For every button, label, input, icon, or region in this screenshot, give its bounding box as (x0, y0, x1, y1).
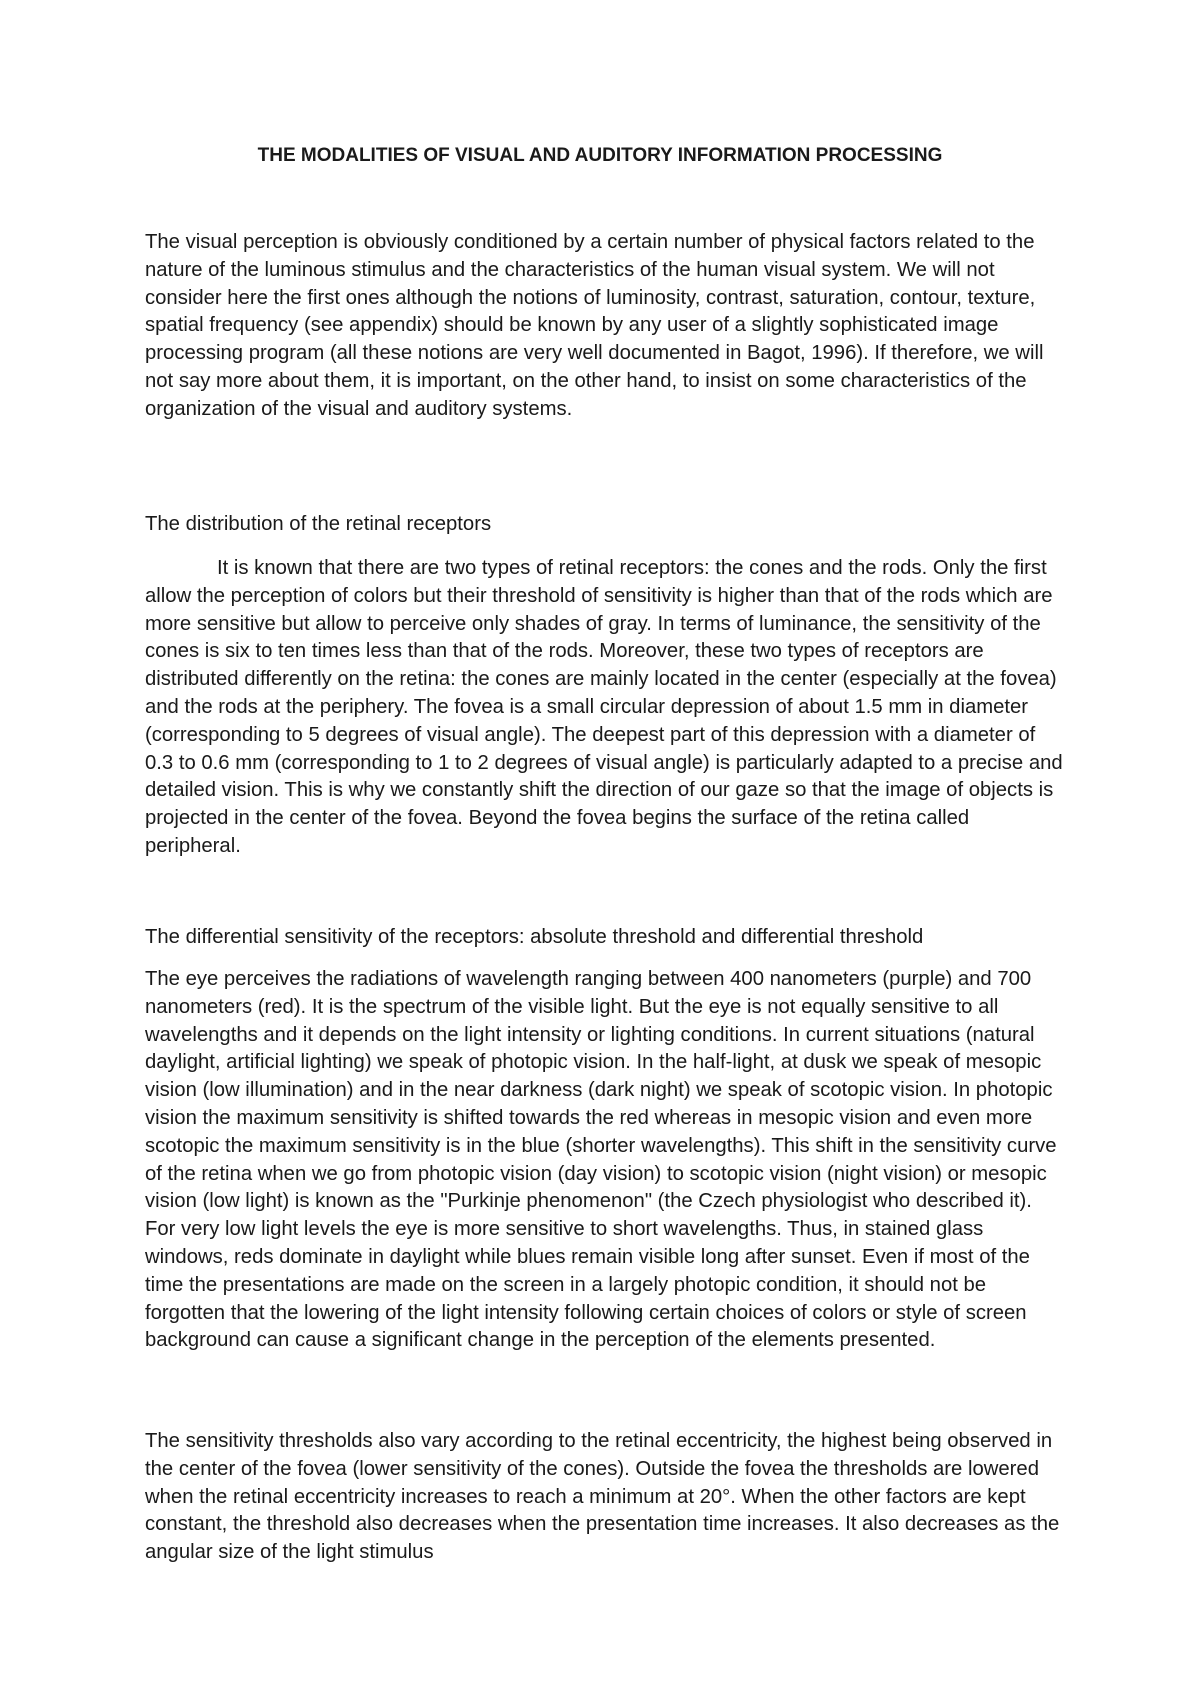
intro-paragraph: The visual perception is obviously conditioned by a certain number of physical factors related to the nature of the luminous stimulus and the characteristics of the human visual system. We will not consider here the first ones although the notions of luminosity, contrast, saturation, contour, texture, spatial frequency (see appendix) should be known by any user of a slightly sophisticated image processing program (all these notions are very well documented in Bagot, 1996). If therefore, we will not say more about them, it is important, on the other hand, to insist on some characteristics of the organization of the visual and auditory systems. (145, 231, 1044, 420)
document-title: THE MODALITIES OF VISUAL AND AUDITORY INFORMATION PROCESSING (257, 145, 943, 166)
thresholds-paragraph: The sensitivity thresholds also vary according to the retinal eccentricity, the highest being observed in the center of the fovea (lower sensitivity of the cones). Outside the fovea the thresholds are lowered when the retinal eccentricity increases to reach a minimum at 20°. When the other factors are kept constant, the threshold also decreases when the presentation time increases. It also decreases as the angular size of the light stimulus (145, 1430, 1060, 1564)
section-heading-retinal-receptors: The distribution of the retinal receptors (145, 513, 492, 535)
wavelength-paragraph: The eye perceives the radiations of wavelength ranging between 400 nanometers (purple) and 700 nanometers (red). It is the spectrum of the visible light. But the eye is not equally sensitive to all wavelengths and it depends on the light intensity or lighting conditions. In current situations (natural daylight, artificial lighting) we speak of photopic vision. In the half-light, at dusk we speak of mesopic vision (low illumination) and in the near darkness (dark night) we speak of scotopic vision. In photopic vision the maximum sensitivity is shifted towards the red whereas in mesopic vision and even more scotopic the maximum sensitivity is in the blue (shorter wavelengths). This shift in the sensitivity curve of the retina when we go from photopic vision (day vision) to scotopic vision (night vision) or mesopic vision (low light) is known as the "Purkinje phenomenon" (the Czech physiologist who described it). For very low light levels the eye is more sensitive to short wavelengths. Thus, in stained glass windows, reds dominate in daylight while blues remain visible long after sunset. Even if most of the time the presentations are made on the screen in a largely photopic condition, it should not be forgotten that the lowering of the light intensity following certain choices of colors or style of screen background can cause a significant change in the perception of the elements presented. (145, 968, 1057, 1352)
retinal-receptors-paragraph: It is known that there are two types of retinal receptors: the cones and the rods. Only the first allow the perception of colors but their threshold of sensitivity is higher than that of the rods which are more sensitive but allow to perceive only shades of gray. In terms of luminance, the sensitivity of the cones is six to ten times less than that of the rods. Moreover, these two types of receptors are distributed differently on the retina: the cones are mainly located in the center (especially at the fovea) and the rods at the periphery. The fovea is a small circular depression of about 1.5 mm in diameter (corresponding to 5 degrees of visual angle). The deepest part of this depression with a diameter of 0.3 to 0.6 mm (corresponding to 1 to 2 degrees of visual angle) is particularly adapted to a precise and detailed vision. This is why we constantly shift the direction of our gaze so that the image of objects is projected in the center of the fovea. Beyond the fovea begins the surface of the retina called peripheral. (145, 557, 1063, 857)
section-heading-differential-sensitivity: The differential sensitivity of the receptors: absolute threshold and differential threshold (145, 926, 924, 948)
